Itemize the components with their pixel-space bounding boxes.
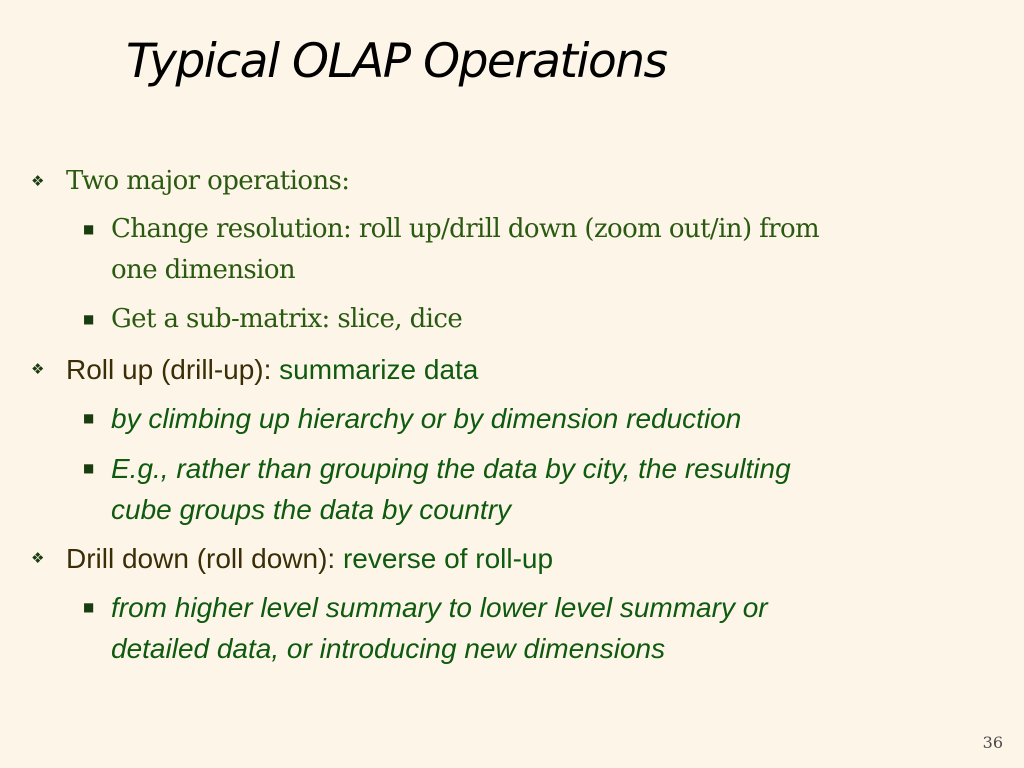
sub-bullet-line: one dimension xyxy=(111,255,296,285)
term-roll-up: Roll up (drill-up): xyxy=(66,354,272,385)
definition-drill-down: reverse of roll-up xyxy=(335,543,554,574)
bullet-roll-up xyxy=(66,349,1006,390)
square-bullet-icon: ■ xyxy=(83,461,95,475)
term-drill-down: Drill down (roll down): xyxy=(66,543,336,574)
sub-bullet-climbing-hierarchy: by climbing up hierarchy or by dimension reduction xyxy=(111,403,742,434)
sub-bullet-line: cube groups the data by country xyxy=(111,494,512,525)
diamond-bullet-icon: ❖ xyxy=(31,549,45,567)
bullet-drill-down xyxy=(66,538,1006,579)
bullet-two-major-operations: Two major operations: xyxy=(66,166,350,196)
sub-bullet-line: Change resolution: roll up/drill down (zoom out/in) from xyxy=(111,214,820,244)
square-bullet-icon: ■ xyxy=(83,600,95,614)
sub-bullet-line: from higher level summary to lower level summary or xyxy=(111,592,768,623)
sub-bullet-example xyxy=(111,448,1011,530)
definition-roll-up: summarize data xyxy=(271,354,479,385)
square-bullet-icon: ■ xyxy=(83,312,95,326)
sub-bullet-higher-to-lower xyxy=(111,587,1011,669)
diamond-bullet-icon: ❖ xyxy=(31,172,45,190)
slide-title: Typical OLAP Operations xyxy=(126,34,667,89)
square-bullet-icon: ■ xyxy=(83,411,95,425)
sub-bullet-sub-matrix: Get a sub-matrix: slice, dice xyxy=(111,304,463,334)
page-number: 36 xyxy=(982,733,1003,752)
sub-bullet-line: E.g., rather than grouping the data by city, the resulting xyxy=(111,453,791,484)
square-bullet-icon: ■ xyxy=(83,222,95,236)
diamond-bullet-icon: ❖ xyxy=(31,360,45,378)
sub-bullet-line: detailed data, or introducing new dimensions xyxy=(111,633,666,664)
sub-bullet-change-resolution xyxy=(111,209,1011,291)
